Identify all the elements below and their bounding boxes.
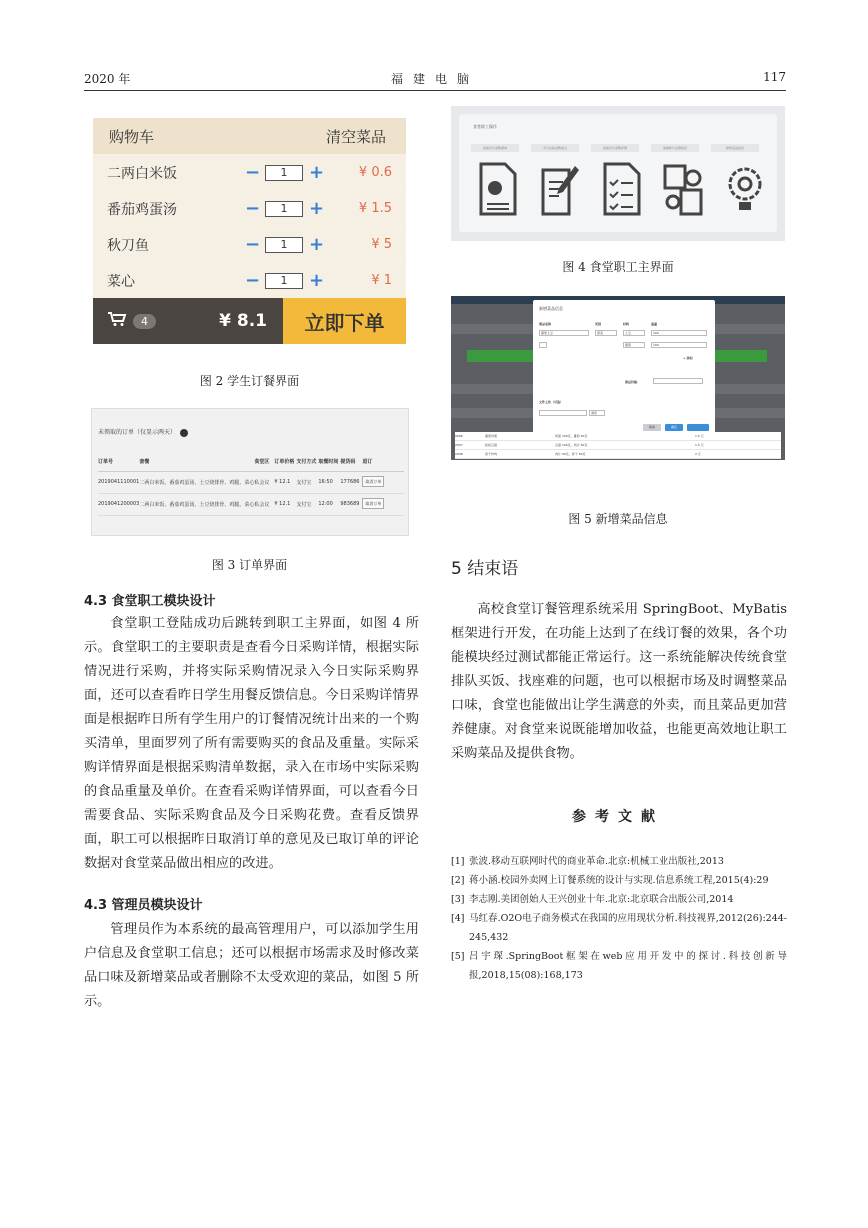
column-header: 提货码 xyxy=(340,453,362,471)
panel-title: 食堂职工操作 xyxy=(473,124,497,129)
dish-table xyxy=(455,432,781,459)
table-cell: 2019041110001 xyxy=(98,471,139,493)
increase-button[interactable]: + xyxy=(309,270,325,291)
tab-purchase-details[interactable]: 查看今日采购详情 xyxy=(591,144,639,152)
increase-button[interactable]: + xyxy=(309,234,325,255)
tab-purchase-entry[interactable]: 今日实际采购录入 xyxy=(531,144,579,152)
table-cell: 177686 xyxy=(340,471,362,493)
figure-2-cart xyxy=(93,118,406,344)
table-row: 2008 香干炒肉 肉片 50克，香干 50克 2 元 xyxy=(455,450,781,459)
field-label: 重量 xyxy=(651,322,658,326)
table-cell: 支付宝 xyxy=(296,493,318,515)
table-cell: 12:00 xyxy=(318,493,340,515)
modal-confirm-button[interactable]: 确定 xyxy=(665,424,683,431)
reference-item: [1] 张波.移动互联网时代的商业革命.北京:机械工业出版社,2013 xyxy=(451,856,724,867)
cart-item-price: ¥ 5 xyxy=(371,237,392,252)
cancel-order-button[interactable]: 取消订单 xyxy=(362,476,384,487)
increase-button[interactable]: + xyxy=(309,198,325,219)
orders-title: 未领取的订单（仅显示两天） xyxy=(98,427,188,437)
column-header: 订单号 xyxy=(98,453,139,471)
table-cell: 二两白米饭、番茄鸡蛋汤、土豆烧排骨、鸡腿、菜心 xyxy=(139,471,254,493)
section-4-3-staff-heading: 4.3 食堂职工模块设计 xyxy=(84,594,216,609)
header-year: 2020 年 xyxy=(84,72,131,86)
references-heading: 参考文献 xyxy=(572,809,664,825)
table-cell: 16:50 xyxy=(318,471,340,493)
figure-4-caption: 图 4 食堂职工主界面 xyxy=(562,260,674,274)
cart-count-badge: 4 xyxy=(133,314,156,329)
cart-item-price: ¥ 1.5 xyxy=(358,201,392,216)
cart-item-name: 番茄鸡蛋汤 xyxy=(107,201,177,218)
tab-feedback[interactable]: 查看昨日反馈信息 xyxy=(651,144,699,152)
column-header: 支付方式 xyxy=(296,453,318,471)
field-label: 类别 xyxy=(595,322,602,326)
cart-summary xyxy=(93,298,283,344)
quantity-field[interactable]: 1 xyxy=(265,237,303,253)
checklist-icon[interactable] xyxy=(599,162,643,216)
orders-header-row xyxy=(98,453,404,471)
section-4-3-admin-paragraph: 管理员作为本系统的最高管理用户，可以添加学生用户信息及食堂职工信息；还可以根据市场需求及时修改菜品口味及新增菜品或者删除不太受欢迎的菜品，如图 5 所示。 xyxy=(84,922,419,1009)
table-cell: 983689 xyxy=(340,493,362,515)
price-label: 菜品价格： xyxy=(625,380,641,384)
table-cell: 支付宝 xyxy=(296,471,318,493)
table-cell: ¥ 12.1 xyxy=(274,471,296,493)
table-row: 2006 番茄炒蛋 鸡蛋 100克，番茄 50克 1.5 元 xyxy=(455,432,781,441)
section-4-3-admin-heading: 4.3 管理员模块设计 xyxy=(84,898,203,913)
cart-item xyxy=(93,154,406,190)
cart-title: 购物车 xyxy=(109,127,155,146)
image-icon[interactable] xyxy=(539,342,547,348)
cart-item xyxy=(93,190,406,226)
modal-cancel-button[interactable]: 取消 xyxy=(643,424,661,431)
cancel-order-button[interactable]: 取消订单 xyxy=(362,498,384,509)
place-order-button[interactable]: 立即下单 xyxy=(283,298,406,344)
weight-field[interactable]: 100 xyxy=(651,330,707,336)
tab-purchase-list[interactable]: 查看今日采购清单 xyxy=(471,144,519,152)
figure-3-caption: 图 3 订单界面 xyxy=(211,558,288,572)
table-cell: ¥ 12.1 xyxy=(274,493,296,515)
table-cell: 私会议 xyxy=(254,471,274,493)
quantity-field[interactable]: 1 xyxy=(265,273,303,289)
table-row xyxy=(98,493,404,515)
add-material-button[interactable]: + 添加 xyxy=(683,356,693,360)
cart-item-name: 秋刀鱼 xyxy=(107,237,149,254)
column-header: 订单价格 xyxy=(274,453,296,471)
column-header: 退订 xyxy=(362,453,404,471)
decrease-button[interactable]: − xyxy=(245,198,261,219)
staff-panel xyxy=(459,114,777,232)
header-page-number: 117 xyxy=(763,70,786,84)
table-cell: 二两白米饭、番茄鸡蛋汤、土豆烧排骨、鸡腿、菜心 xyxy=(139,493,254,515)
cart-footer xyxy=(93,298,406,344)
column-header: 套餐 xyxy=(139,453,254,471)
references-list xyxy=(451,852,787,985)
price-stepper[interactable] xyxy=(653,378,703,384)
figure-5-caption: 图 5 新增菜品信息 xyxy=(568,512,668,526)
reference-item: [5] 吕宇琛.SpringBoot框架在web应用开发中的探讨.科技创新导报,2018,15(08):168,173 xyxy=(451,951,787,981)
lightbulb-gear-icon[interactable] xyxy=(723,162,767,216)
field-label: 菜品名称 xyxy=(539,322,552,326)
section-5-heading: 5 结束语 xyxy=(451,559,519,579)
section-4-3-staff-paragraph: 食堂职工登陆成功后跳转到职工主界面，如图 4 所示。食堂职工的主要职责是查看今日采购详情，根据实际情况进行采购，并将实际采购情况录入今日实际采购界面，还可以查看昨日学生用餐反馈信息。今日采购详情界面是根据昨日所有学生用户的订餐情况统计出来的一个购买清单，里面罗列了所有需要购买的食品及重量。实际采购详情界面是根据采购清单数据，录入在市场中实际采购的食品重量及单价。在查看采购详情界面，可以查看今日需要食品、实际采购食品及今日采购花费。查看反馈界面，职工可以根据昨日取消订单的意见及已取订单的评论数据对食堂菜品做出相应的改进。 xyxy=(84,616,419,871)
figure-2-caption: 图 2 学生订餐界面 xyxy=(199,374,300,388)
column-header: 取餐时间 xyxy=(318,453,340,471)
modal-save-button[interactable] xyxy=(687,424,709,431)
new-dish-modal xyxy=(533,300,715,434)
cart-item-price: ¥ 1 xyxy=(371,273,392,288)
cart-item xyxy=(93,226,406,262)
report-document-icon[interactable] xyxy=(475,162,519,216)
quantity-field[interactable]: 1 xyxy=(265,201,303,217)
upload-path-field[interactable] xyxy=(539,410,587,416)
orders-table xyxy=(98,453,404,516)
cart-item-name: 二两白米饭 xyxy=(107,165,177,182)
category-select[interactable]: 素菜 xyxy=(595,330,617,336)
table-cell: 2019041200003 xyxy=(98,493,139,515)
dish-name-field[interactable]: 番茄土豆 xyxy=(539,330,589,336)
header-journal: 福建电脑 xyxy=(390,72,479,86)
quantity-field[interactable]: 1 xyxy=(265,165,303,181)
reference-item: [4] 马红春.O2O电子商务模式在我国的应用现状分析.科技视界,2012(26):244-245,432 xyxy=(451,913,787,943)
table-row: 2007 铁板豆腐 豆腐 100克，肉片 50克 1.5 元 xyxy=(455,441,781,450)
decrease-button[interactable]: − xyxy=(245,270,261,291)
section-5-paragraph: 高校食堂订餐管理系统采用 SpringBoot、MyBatis 框架进行开发，在功能上达到了在线订餐的效果，各个功能模块经过测试都能正常运行。这一系统能解决传统食堂排队买饭、找座难的问题，也可以根据市场及时调整菜品口味，食堂也能做出让学生满意的外卖，而且菜品更加营养健康。对食堂来说既能增加收益，也能更高效地让职工采购菜品及提供食物。 xyxy=(451,602,787,761)
weight-field[interactable]: 100 xyxy=(651,342,707,348)
cart-header xyxy=(93,118,406,154)
field-label: 材料 xyxy=(623,322,630,326)
reference-item: [2] 蒋小涵.校园外卖网上订餐系统的设计与实现.信息系统工程,2015(4):29 xyxy=(451,875,769,886)
running-header xyxy=(84,70,786,90)
figure-4-staff-main xyxy=(451,106,785,241)
document-gears-icon[interactable] xyxy=(661,162,705,216)
help-icon xyxy=(180,429,188,437)
decrease-button[interactable]: − xyxy=(245,234,261,255)
increase-button[interactable]: + xyxy=(309,162,325,183)
table-row xyxy=(98,471,404,493)
browse-button[interactable]: 浏览 xyxy=(589,410,605,416)
material-select[interactable]: 番茄 xyxy=(623,342,645,348)
material-select[interactable]: 土豆 xyxy=(623,330,645,336)
clear-cart-button[interactable]: 清空菜品 xyxy=(325,127,386,146)
reference-item: [3] 李志刚.美团创始人王兴创业十年.北京:北京联合出版公司,2014 xyxy=(451,894,734,905)
modal-title: 新增菜品信息 xyxy=(539,306,563,311)
tab-edit-dishes[interactable]: 修改菜品信息 xyxy=(711,144,759,152)
cart-total: ¥ 8.1 xyxy=(219,311,267,331)
decrease-button[interactable]: − xyxy=(245,162,261,183)
shopping-cart-icon xyxy=(107,311,127,331)
cart-item-name: 菜心 xyxy=(107,273,135,290)
edit-document-icon[interactable] xyxy=(537,162,581,216)
column-header: 食堂区 xyxy=(254,453,274,471)
cart-item-price: ¥ 0.6 xyxy=(358,165,392,180)
table-cell: 私会议 xyxy=(254,493,274,515)
figure-3-orders xyxy=(91,408,409,536)
header-rule xyxy=(84,90,786,91)
figure-5-new-dish xyxy=(451,296,785,460)
upload-label: 文件上传（可选） xyxy=(539,400,564,404)
cart-item xyxy=(93,262,406,298)
